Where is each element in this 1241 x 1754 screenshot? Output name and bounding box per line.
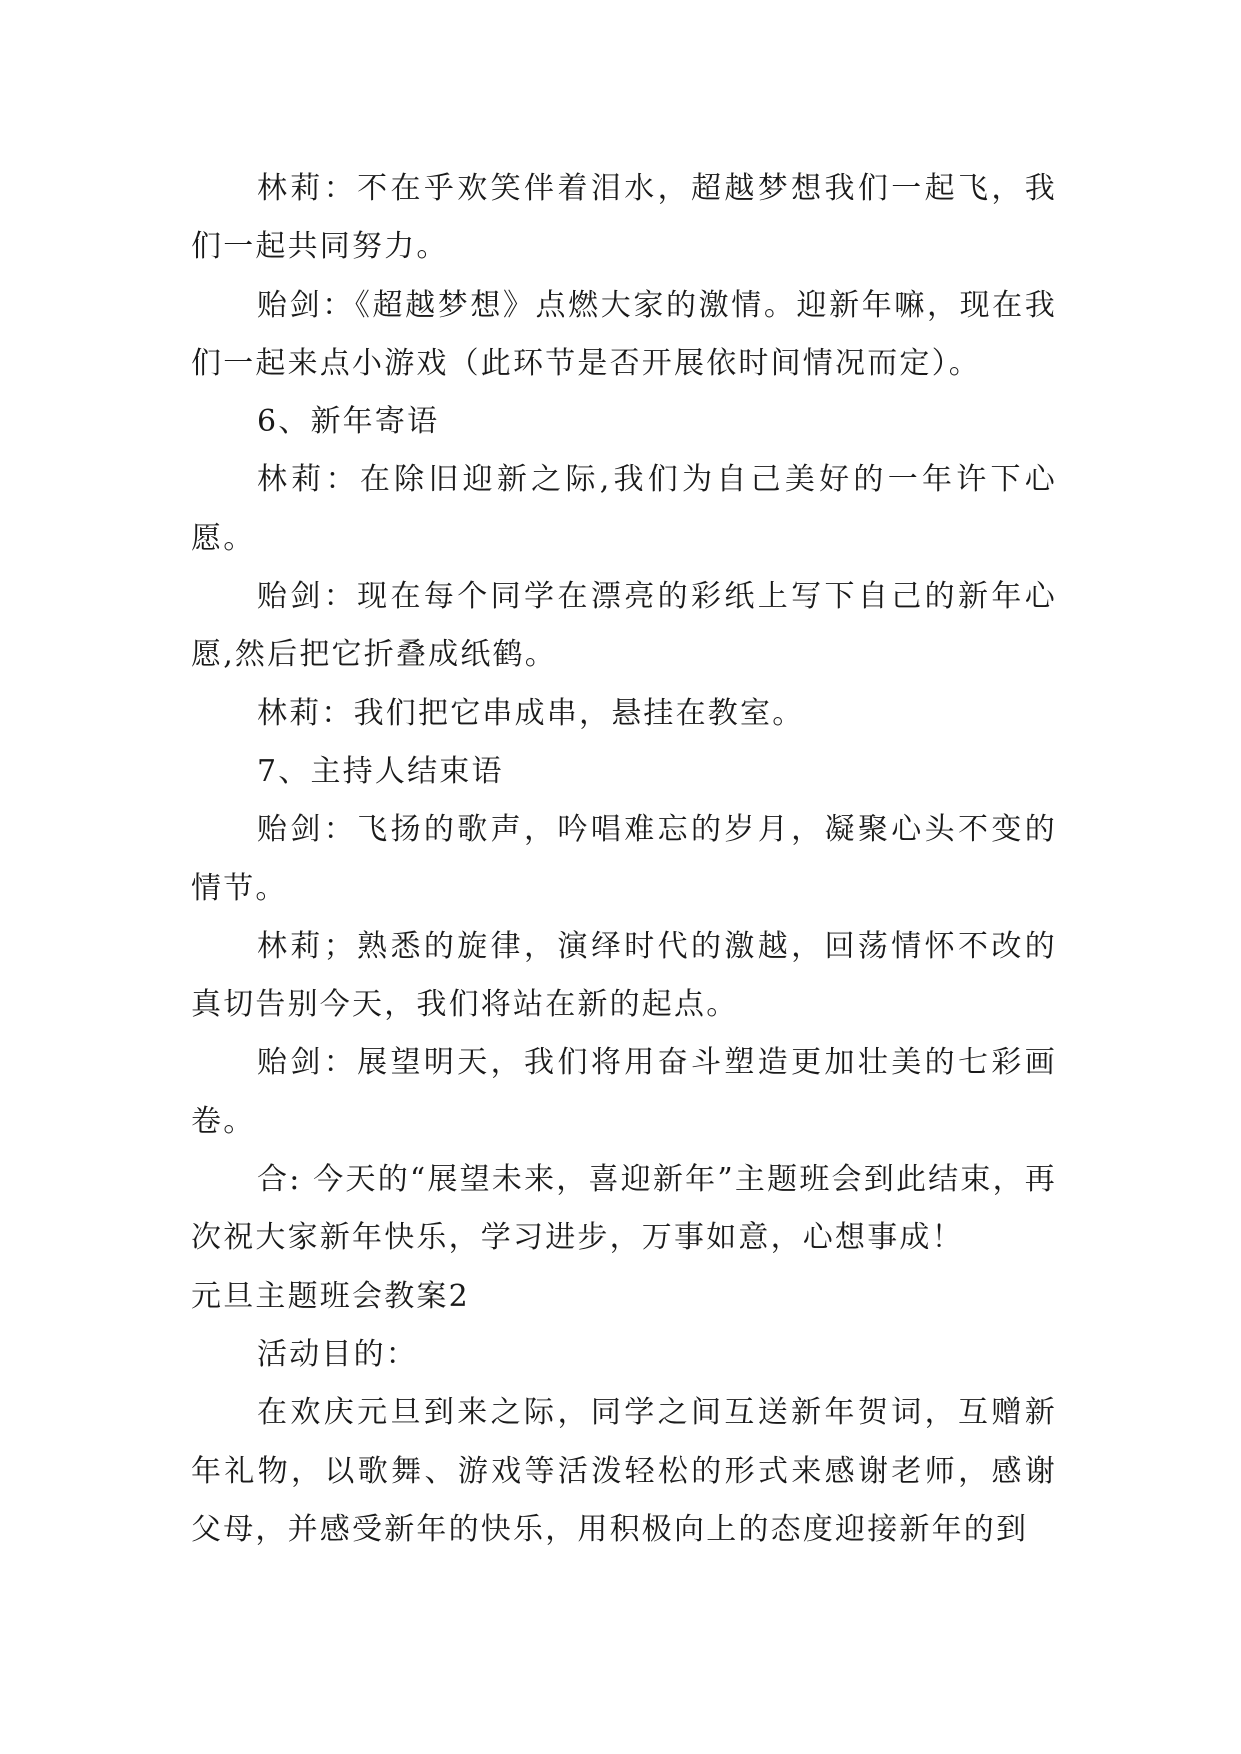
paragraph-yijian-2: 贻剑：现在每个同学在漂亮的彩纸上写下自己的新年心愿,然后把它折叠成纸鹤。 [191, 579, 1057, 673]
section-heading-6: 6、新年寄语 [257, 404, 440, 440]
paragraph-linli-4: 林莉；熟悉的旋律，演绎时代的激越，回荡情怀不改的真切告别今天，我们将站在新的起点。 [191, 928, 1057, 1023]
paragraph-linli-3: 林莉：我们把它串成串，悬挂在教室。 [257, 695, 805, 731]
paragraph-yijian-1: 贻剑：《超越梦想》点燃大家的激情。迎新年嘛，现在我们一起来点小游戏（此环节是否开展依时间情况而定）。 [191, 287, 1057, 381]
paragraph-yijian-3: 贻剑：飞扬的歌声，吟唱难忘的岁月，凝聚心头不变的情节。 [191, 812, 1057, 906]
activity-purpose-label: 活动目的： [257, 1336, 418, 1372]
paragraph-closing: 合: 今天的“展望未来，喜迎新年”主题班会到此结束，再次祝大家新年快乐，学习进步，万事如意，心想事成！ [191, 1162, 1057, 1256]
section-heading-7: 7、主持人结束语 [257, 753, 504, 789]
activity-purpose-body: 在欢庆元旦到来之际，同学之间互送新年贺词，互赠新年礼物，以歌舞、游戏等活泼轻松的形式来感谢老师，感谢父母，并感受新年的快乐，用积极向上的态度迎接新年的到 [191, 1395, 1057, 1547]
paragraph-yijian-4: 贻剑：展望明天，我们将用奋斗塑造更加壮美的七彩画卷。 [191, 1045, 1057, 1139]
document-page [191, 160, 1057, 1559]
paragraph-linli-1: 林莉：不在乎欢笑伴着泪水，超越梦想我们一起飞，我们一起共同努力。 [191, 171, 1057, 265]
lesson-plan-title: 元旦主题班会教案2 [191, 1278, 470, 1314]
paragraph-linli-2: 林莉：在除旧迎新之际,我们为自己美好的一年许下心愿。 [191, 462, 1057, 556]
